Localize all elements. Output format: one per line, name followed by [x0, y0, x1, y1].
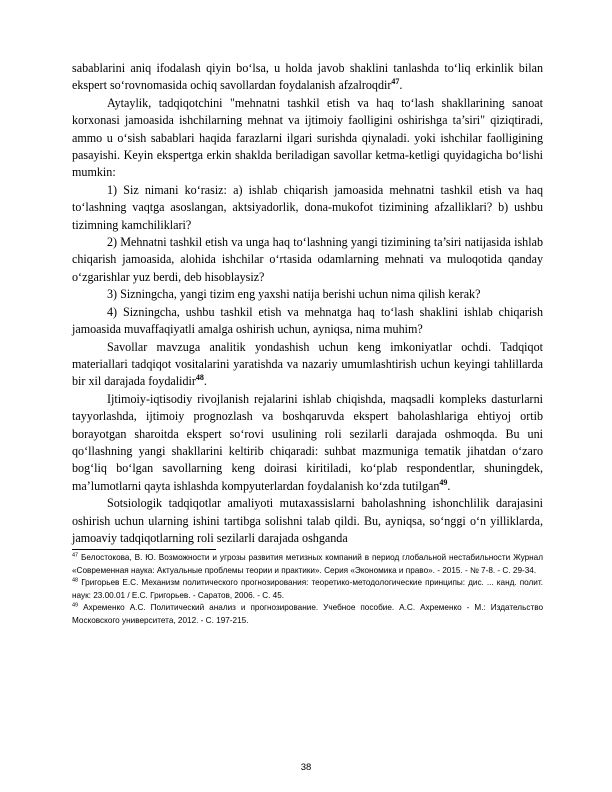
- paragraph-question-3: 3) Sizningcha, yangi tizim eng yaxshi natija berishi uchun nima qilish kerak?: [107, 287, 481, 302]
- page-number: 38: [300, 762, 312, 773]
- footnote-divider: [72, 549, 216, 550]
- paragraph-2: Aytaylik, tadqiqotchini "mehnatni tashkil etish va haq to‘lash shakllarining sanoat korxonasi jamoasida ishchilarning mehnat va ijtimoiy faolligini oshirishga ta’siri" qiziqtiradi, ammo u o‘sish sabablari haqida farazlarni ilgari surishda qiynaladi. yoki ishchilar faolligining pasayishi. Keyin ekspertga erkin shaklda beriladigan savollar ketma-ketligi quyidagicha bo‘lishi mumkin:: [72, 95, 543, 180]
- footnote-47: $^{47}$ Белостокова, В. Ю. Возможности и угрозы развития метизных компаний в период глобальной нестабильности Журнал «Современная наука: Актуальные проблемы теории и практики». Серия «Экономика и право». - 2015. - № 7-8. - С. 29-34.: [72, 552, 544, 575]
- paragraph-9: Sotsiologik tadqiqotlar amaliyoti mutaxassislarni baholashning ishonchlilik darajasini oshirish uchun ularning ishini tartibga solishni talab qildi. Bu, ayniqsa, so‘nggi o‘n yilliklarda, jamoaviy tadqiqotlarning roli sezilarli darajada oshganda: [72, 496, 543, 545]
- paragraph-8: Ijtimoiy-iqtisodiy rivojlanish rejalarini ishlab chiqishda, maqsadli kompleks dasturlarni tayyorlashda, ijtimoiy prognozlash va boshqaruvda ekspert baholashlariga ehtiyoj ortib borayotgan sharoitda ekspert so‘rovi usulining roli sezilarli darajada oshmoqda. Bu uni qo‘llashning yangi shakllarini keltirib chiqaradi: suhbat mazmuniga tematik jihatdan o‘zaro bog‘liq bo‘lgan savollarning keng doirasi kiritiladi, ko‘plab respondentlar, shuningdek, ma’lumotlarni qayta ishlashda kompyuterlardan foydalanish ko‘zda tutilgan$^{49}$.: [72, 391, 543, 493]
- footnote-ref-49[interactable]: 49: [439, 477, 448, 487]
- paragraph-7: Savollar mavzuga analitik yondashish uchun keng imkoniyatlar ochdi. Tadqiqot materiallari tadqiqot vositalarini yaratishda va nazariy umumlashtirish uchun keyingi tahlillarda bir xil darajada foydalidir$^{48}$.: [72, 339, 543, 389]
- footnote-48: $^{48}$ Григорьев Е.С. Механизм политического прогнозирования: теоретико-методологические принципы: дис. ... канд. полит. наук: 23.00.01 / Е.С. Григорьев. - Саратов, 2006. - С. 45.: [72, 577, 543, 600]
- paragraph-question-1: 1) Siz nimani ko‘rasiz: a) ishlab chiqarish jamoasida mehnatni tashkil etish va haq to‘lashning vaqtga asoslangan, aktsiyadorlik, dona-mukofot tizimining afzalliklari? b) ushbu tizimning kamchiliklari?: [72, 182, 543, 232]
- page-body: [72, 60, 543, 627]
- paragraph-question-4: 4) Sizningcha, ushbu tashkil etish va mehnatga haq to‘lash shaklini ishlab chiqarish jamoasida muvaffaqiyatli amalga oshirish uchun, ayniqsa, nima muhim?: [72, 304, 543, 337]
- footnote-49: $^{49}$ Ахременко А.С. Политический анализ и прогнозирование. Учебное пособие. А.С. Ахременко - М.: Издательство Московского университета, 2012. - С. 197-215.: [72, 602, 544, 625]
- paragraph-1: sabablarini aniq ifodalash qiyin bo‘lsa, u holda javob shaklini tanlashda to‘liq erkinlik bilan ekspert so‘rovnomasida ochiq savollardan foydalanish afzalroqdir$^{47}$.: [72, 61, 543, 93]
- footnote-ref-47[interactable]: 47: [391, 77, 400, 87]
- paragraph-question-2: 2) Mehnatni tashkil etish va unga haq to‘lashning yangi tizimining ta’siri natijasida ishlab chiqarish jamoasida, alohida ishchilar o‘rtasida odamlarning mehnati va muloqotida qanday o‘zgarishlar yuz berdi, deb hisoblaysiz?: [72, 235, 543, 284]
- footnote-ref-48[interactable]: 48: [195, 373, 204, 383]
